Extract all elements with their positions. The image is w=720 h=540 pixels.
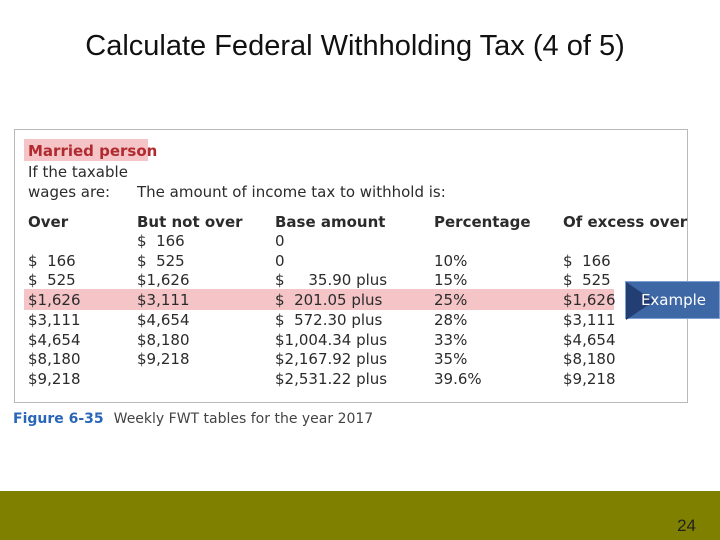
cell-over: $1,626 (28, 291, 81, 309)
cell-percentage: 28% (434, 311, 468, 329)
slide-title: Calculate Federal Withholding Tax (4 of 5) (85, 30, 625, 62)
cell-but-not-over: $ 525 (137, 252, 185, 270)
intro-line-2: wages are: (28, 183, 111, 201)
cell-of-excess-over: $8,180 (563, 350, 616, 368)
intro-right: The amount of income tax to withhold is: (137, 183, 446, 201)
cell-percentage: 15% (434, 271, 468, 289)
cell-over: $8,180 (28, 350, 81, 368)
cell-but-not-over: $ 166 (137, 232, 185, 250)
section-label: Married person (28, 142, 158, 160)
cell-percentage: 35% (434, 350, 468, 368)
cell-of-excess-over: $ 525 (563, 271, 611, 289)
cell-base-amount: $ 201.05 plus (275, 291, 383, 309)
cell-base-amount: $2,167.92 plus (275, 350, 388, 368)
intro-line-1: If the taxable (28, 163, 128, 181)
header-of-excess-over: Of excess over (563, 213, 688, 231)
cell-but-not-over: $4,654 (137, 311, 190, 329)
cell-but-not-over: $8,180 (137, 331, 190, 349)
example-callout-button[interactable] (625, 281, 720, 319)
cell-but-not-over: $9,218 (137, 350, 190, 368)
cell-percentage: 33% (434, 331, 468, 349)
cell-over: $ 525 (28, 271, 76, 289)
cell-but-not-over: $1,626 (137, 271, 190, 289)
cell-base-amount: $1,004.34 plus (275, 331, 388, 349)
header-over: Over (28, 213, 69, 231)
cell-of-excess-over: $3,111 (563, 311, 616, 329)
figure-description: Weekly FWT tables for the year 2017 (113, 411, 374, 427)
header-percentage: Percentage (434, 213, 531, 231)
page-number: 24 (677, 516, 696, 535)
cell-of-excess-over: $1,626 (563, 291, 616, 309)
cell-of-excess-over: $ 166 (563, 252, 611, 270)
footer-bar (0, 491, 720, 540)
cell-base-amount: $2,531.22 plus (275, 370, 388, 388)
header-base-amount: Base amount (275, 213, 386, 231)
cell-over: $ 166 (28, 252, 76, 270)
cell-but-not-over: $3,111 (137, 291, 190, 309)
cell-base-amount: 0 (275, 232, 285, 250)
cell-over: $3,111 (28, 311, 81, 329)
cell-over: $4,654 (28, 331, 81, 349)
cell-of-excess-over: $9,218 (563, 370, 616, 388)
example-label: Example (640, 291, 707, 309)
cell-base-amount: 0 (275, 252, 285, 270)
cell-over: $9,218 (28, 370, 81, 388)
header-but-not-over: But not over (137, 213, 243, 231)
cell-of-excess-over: $4,654 (563, 331, 616, 349)
cell-percentage: 25% (434, 291, 468, 309)
cell-percentage: 10% (434, 252, 468, 270)
cell-base-amount: $ 35.90 plus (275, 271, 388, 289)
cell-percentage: 39.6% (434, 370, 482, 388)
figure-number: Figure 6-35 (13, 411, 104, 427)
figure-caption (13, 411, 373, 427)
cell-base-amount: $ 572.30 plus (275, 311, 383, 329)
